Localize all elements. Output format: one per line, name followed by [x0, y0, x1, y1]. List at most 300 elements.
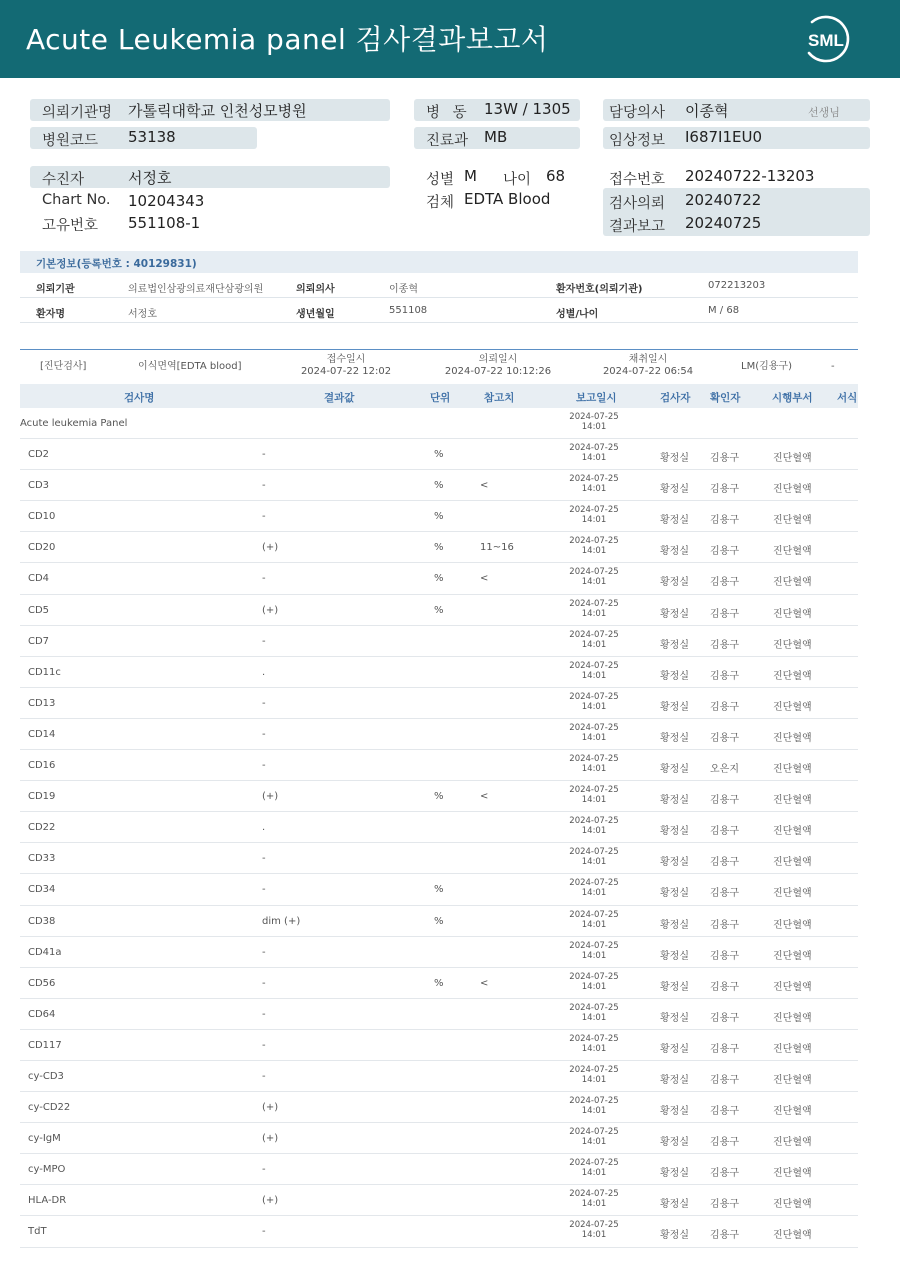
results-table-body — [20, 408, 858, 1248]
test-report-clock: 14:01 — [581, 1012, 607, 1023]
table-row — [20, 688, 858, 719]
unique-label: 고유번호 — [42, 218, 99, 234]
test-unit: % — [434, 573, 444, 585]
test-confirmer: 김용구 — [710, 888, 739, 900]
diag-type: [진단검사] — [40, 361, 87, 372]
test-dept: 진단혈액 — [773, 701, 812, 713]
test-report-clock: 14:01 — [581, 981, 607, 992]
test-name: HLA-DR — [28, 1195, 67, 1207]
test-confirmer: 김용구 — [710, 670, 739, 682]
test-report-time — [565, 1189, 623, 1209]
institution-value: 가톨릭대학교 인천성모병원 — [128, 102, 307, 120]
test-dept: 진단혈액 — [773, 1106, 812, 1118]
age-value: 68 — [546, 167, 566, 185]
test-reference: 11~16 — [480, 542, 514, 554]
test-dept: 진단혈액 — [773, 577, 812, 589]
test-report-time — [565, 1003, 623, 1023]
test-result: - — [262, 480, 266, 492]
test-dept: 진단혈액 — [773, 1137, 812, 1149]
test-report-time — [565, 412, 623, 432]
test-dept: 진단혈액 — [773, 453, 812, 465]
basic-key: 의뢰의사 — [296, 284, 335, 295]
test-name: CD3 — [28, 480, 50, 492]
test-name: CD14 — [28, 728, 56, 740]
test-name: CD34 — [28, 884, 56, 896]
test-dept: 진단혈액 — [773, 764, 812, 776]
test-confirmer: 김용구 — [710, 546, 739, 558]
test-report-clock: 14:01 — [581, 515, 607, 526]
test-tester: 황정실 — [660, 795, 689, 807]
test-result: dim (+) — [262, 915, 301, 927]
test-tester: 황정실 — [660, 577, 689, 589]
dept-label: 진료과 — [426, 133, 469, 149]
test-report-date: 2024-07-25 — [569, 1158, 619, 1169]
test-confirmer: 김용구 — [710, 919, 739, 931]
diag-dash: - — [831, 361, 835, 372]
test-report-time — [565, 505, 623, 525]
test-name: CD41a — [28, 946, 62, 958]
test-report-date: 2024-07-25 — [569, 567, 619, 578]
test-tester: 황정실 — [660, 857, 689, 869]
test-result: - — [262, 635, 266, 647]
clinical-label: 임상정보 — [609, 133, 666, 149]
test-tester: 황정실 — [660, 1230, 689, 1242]
test-dept: 진단혈액 — [773, 1043, 812, 1055]
doctor-suffix: 선생님 — [808, 106, 840, 119]
test-name: CD5 — [28, 604, 50, 616]
test-report-date: 2024-07-25 — [569, 660, 619, 671]
test-confirmer: 김용구 — [710, 608, 739, 620]
test-report-clock: 14:01 — [581, 1199, 607, 1210]
table-row — [20, 968, 858, 999]
test-name: CD4 — [28, 573, 50, 585]
test-report-time — [565, 1127, 623, 1147]
col-tester: 검사자 — [660, 392, 691, 404]
diag-received — [296, 354, 396, 378]
test-report-date: 2024-07-25 — [569, 1064, 619, 1075]
test-name: CD117 — [28, 1039, 62, 1051]
table-row — [20, 657, 858, 688]
test-name: CD16 — [28, 760, 56, 772]
diag-requested — [438, 354, 558, 378]
test-confirmer: 김용구 — [710, 1043, 739, 1055]
test-confirmer: 김용구 — [710, 1168, 739, 1180]
diag-collected-value: 2024-07-22 06:54 — [602, 366, 694, 377]
test-result: - — [262, 449, 266, 461]
chart-value: 10204343 — [128, 192, 205, 210]
test-tester: 황정실 — [660, 764, 689, 776]
test-unit: % — [434, 480, 444, 492]
test-result: - — [262, 1039, 266, 1051]
test-report-date: 2024-07-25 — [569, 505, 619, 516]
test-result: - — [262, 1226, 266, 1238]
test-dept: 진단혈액 — [773, 546, 812, 558]
test-result: - — [262, 573, 266, 585]
test-report-clock: 14:01 — [581, 577, 607, 588]
test-report-date: 2024-07-25 — [569, 878, 619, 889]
institution-label: 의뢰기관명 — [42, 105, 113, 121]
table-row — [20, 501, 858, 532]
test-name: CD20 — [28, 542, 56, 554]
test-dept: 진단혈액 — [773, 950, 812, 962]
test-report-time — [565, 567, 623, 587]
test-unit: % — [434, 449, 444, 461]
test-tester: 황정실 — [660, 732, 689, 744]
test-report-clock: 14:01 — [581, 888, 607, 899]
test-result: . — [262, 822, 266, 834]
test-tester: 황정실 — [660, 1137, 689, 1149]
test-tester: 황정실 — [660, 670, 689, 682]
test-report-date: 2024-07-25 — [569, 1033, 619, 1044]
sex-value: M — [464, 167, 477, 185]
specimen-value: EDTA Blood — [464, 190, 551, 208]
basic-value: 이종혁 — [389, 284, 418, 295]
basic-key: 의뢰기관 — [36, 284, 75, 295]
test-report-time — [565, 1220, 623, 1240]
test-unit: % — [434, 915, 444, 927]
test-report-date: 2024-07-25 — [569, 847, 619, 858]
table-row — [20, 937, 858, 968]
test-dept: 진단혈액 — [773, 857, 812, 869]
test-report-clock: 14:01 — [581, 1106, 607, 1117]
test-dept: 진단혈액 — [773, 639, 812, 651]
test-result: (+) — [262, 791, 279, 803]
table-row — [20, 1030, 858, 1061]
test-report-clock: 14:01 — [581, 1137, 607, 1148]
table-row — [20, 470, 858, 501]
col-name: 검사명 — [124, 392, 155, 404]
test-name: cy-CD3 — [28, 1070, 64, 1082]
test-report-time — [565, 723, 623, 743]
test-name: CD64 — [28, 1008, 56, 1020]
test-report-time — [565, 754, 623, 774]
test-name: CD10 — [28, 511, 56, 523]
test-tester: 황정실 — [660, 484, 689, 496]
table-row — [20, 781, 858, 812]
test-report-time — [565, 474, 623, 494]
test-report-time — [565, 910, 623, 930]
test-name: CD22 — [28, 822, 56, 834]
test-confirmer: 김용구 — [710, 577, 739, 589]
test-confirmer: 김용구 — [710, 857, 739, 869]
test-dept: 진단혈액 — [773, 1199, 812, 1211]
table-row — [20, 439, 858, 470]
test-report-date: 2024-07-25 — [569, 443, 619, 454]
test-report-time — [565, 630, 623, 650]
test-name: CD7 — [28, 635, 50, 647]
test-report-clock: 14:01 — [581, 732, 607, 743]
test-name: cy-CD22 — [28, 1102, 71, 1114]
test-confirmer: 김용구 — [710, 981, 739, 993]
test-name: CD33 — [28, 853, 56, 865]
unique-value: 551108-1 — [128, 214, 201, 232]
report-title: Acute Leukemia panel 검사결과보고서 — [26, 23, 549, 56]
table-row — [20, 595, 858, 626]
test-report-time — [565, 1158, 623, 1178]
report-value: 20240725 — [685, 214, 762, 232]
test-report-clock: 14:01 — [581, 795, 607, 806]
diag-confirmer: LM(김용구) — [741, 361, 792, 372]
test-dept: 진단혈액 — [773, 1074, 812, 1086]
test-result: (+) — [262, 1102, 279, 1114]
test-report-time — [565, 1065, 623, 1085]
test-confirmer: 김용구 — [710, 1199, 739, 1211]
test-unit: % — [434, 604, 444, 616]
doctor-value: 이종혁 — [685, 102, 729, 120]
test-report-time — [565, 847, 623, 867]
diag-collected — [598, 354, 698, 378]
test-confirmer: 김용구 — [710, 639, 739, 651]
test-result: (+) — [262, 1195, 279, 1207]
test-unit: % — [434, 542, 444, 554]
table-row — [20, 719, 858, 750]
test-report-date: 2024-07-25 — [569, 940, 619, 951]
test-name: CD13 — [28, 697, 56, 709]
test-reference: < — [480, 480, 489, 492]
test-report-date: 2024-07-25 — [569, 785, 619, 796]
request-value: 20240722 — [685, 191, 762, 209]
patient-label: 수진자 — [42, 172, 85, 188]
test-name: cy-MPO — [28, 1164, 66, 1176]
test-tester: 황정실 — [660, 1168, 689, 1180]
hospital-code-value: 53138 — [128, 128, 176, 146]
test-dept: 진단혈액 — [773, 888, 812, 900]
test-report-date: 2024-07-25 — [569, 909, 619, 920]
test-unit: % — [434, 791, 444, 803]
test-dept: 진단혈액 — [773, 670, 812, 682]
test-result: - — [262, 977, 266, 989]
test-report-date: 2024-07-25 — [569, 722, 619, 733]
report-header — [0, 0, 900, 78]
col-dept: 시행부서 — [772, 392, 813, 404]
table-row — [20, 874, 858, 905]
test-dept: 진단혈액 — [773, 608, 812, 620]
diag-collected-label: 채취일시 — [628, 354, 668, 365]
table-group-row — [20, 408, 858, 439]
test-report-time — [565, 941, 623, 961]
test-confirmer: 오은지 — [710, 764, 739, 776]
table-row — [20, 1216, 858, 1247]
specimen-label: 검체 — [426, 195, 455, 211]
test-name: CD19 — [28, 791, 56, 803]
test-tester: 황정실 — [660, 919, 689, 931]
age-label: 나이 — [503, 172, 532, 188]
test-report-clock: 14:01 — [581, 701, 607, 712]
test-result: - — [262, 1070, 266, 1082]
test-tester: 황정실 — [660, 701, 689, 713]
test-tester: 황정실 — [660, 1074, 689, 1086]
test-name: Acute leukemia Panel — [20, 418, 128, 429]
basic-value: 서정호 — [128, 309, 157, 320]
diagnostic-summary — [20, 349, 858, 383]
test-report-time — [565, 878, 623, 898]
test-confirmer: 김용구 — [710, 950, 739, 962]
test-report-date: 2024-07-25 — [569, 754, 619, 765]
test-report-clock: 14:01 — [581, 919, 607, 930]
diag-received-value: 2024-07-22 12:02 — [300, 366, 392, 377]
test-report-date: 2024-07-25 — [569, 971, 619, 982]
test-dept: 진단혈액 — [773, 484, 812, 496]
test-name: CD38 — [28, 915, 56, 927]
chart-label: Chart No. — [42, 192, 111, 208]
test-tester: 황정실 — [660, 515, 689, 527]
basic-key: 성별/나이 — [556, 309, 599, 320]
test-report-time — [565, 816, 623, 836]
test-tester: 황정실 — [660, 453, 689, 465]
test-dept: 진단혈액 — [773, 981, 812, 993]
test-report-date: 2024-07-25 — [569, 536, 619, 547]
test-report-date: 2024-07-25 — [569, 1002, 619, 1013]
test-confirmer: 김용구 — [710, 732, 739, 744]
test-report-time — [565, 972, 623, 992]
test-reference: < — [480, 791, 489, 803]
test-reference: < — [480, 573, 489, 585]
test-report-clock: 14:01 — [581, 546, 607, 557]
test-report-time — [565, 536, 623, 556]
test-result: - — [262, 946, 266, 958]
col-report-time: 보고일시 — [576, 392, 617, 404]
test-confirmer: 김용구 — [710, 1012, 739, 1024]
test-result: - — [262, 511, 266, 523]
test-confirmer: 김용구 — [710, 453, 739, 465]
test-report-clock: 14:01 — [581, 670, 607, 681]
hospital-code-label: 병원코드 — [42, 133, 99, 149]
test-result: . — [262, 666, 266, 678]
test-report-clock: 14:01 — [581, 422, 607, 432]
diag-requested-value: 2024-07-22 10:12:26 — [444, 366, 552, 377]
test-result: (+) — [262, 1133, 279, 1145]
ward-label: 병 동 — [426, 105, 471, 121]
basic-info-table — [20, 251, 858, 323]
basic-key: 환자명 — [36, 309, 65, 320]
table-row — [20, 626, 858, 657]
test-report-clock: 14:01 — [581, 639, 607, 650]
basic-key: 환자번호(의뢰기관) — [556, 284, 643, 295]
test-tester: 황정실 — [660, 639, 689, 651]
basic-value: 551108 — [389, 305, 428, 316]
diag-method: 이식면역[EDTA blood] — [138, 361, 242, 372]
test-result: - — [262, 1008, 266, 1020]
test-report-clock: 14:01 — [581, 1168, 607, 1179]
test-tester: 황정실 — [660, 826, 689, 838]
test-report-clock: 14:01 — [581, 484, 607, 495]
test-dept: 진단혈액 — [773, 515, 812, 527]
test-confirmer: 김용구 — [710, 701, 739, 713]
test-dept: 진단혈액 — [773, 919, 812, 931]
table-row — [20, 1154, 858, 1185]
test-report-clock: 14:01 — [581, 826, 607, 837]
test-confirmer: 김용구 — [710, 1137, 739, 1149]
clinical-value: I687I1EU0 — [685, 128, 763, 146]
table-row — [20, 1092, 858, 1123]
basic-value: 072213203 — [708, 280, 766, 291]
report-label: 결과보고 — [609, 219, 666, 235]
test-report-clock: 14:01 — [581, 1230, 607, 1241]
ward-value: 13W / 1305 — [484, 100, 571, 118]
test-report-time — [565, 785, 623, 805]
test-report-date: 2024-07-25 — [569, 474, 619, 485]
test-report-date: 2024-07-25 — [569, 1220, 619, 1231]
table-row — [20, 750, 858, 781]
doctor-label: 담당의사 — [609, 105, 666, 121]
test-name: CD11c — [28, 666, 61, 678]
test-dept: 진단혈액 — [773, 732, 812, 744]
test-result: - — [262, 884, 266, 896]
test-unit: % — [434, 884, 444, 896]
test-confirmer: 김용구 — [710, 484, 739, 496]
test-confirmer: 김용구 — [710, 1106, 739, 1118]
test-tester: 황정실 — [660, 950, 689, 962]
table-row — [20, 532, 858, 563]
test-result: (+) — [262, 604, 279, 616]
table-row — [20, 812, 858, 843]
basic-key: 생년월일 — [296, 309, 335, 320]
patient-value: 서정호 — [128, 169, 172, 187]
test-result: - — [262, 1164, 266, 1176]
test-report-time — [565, 661, 623, 681]
test-report-date: 2024-07-25 — [569, 1189, 619, 1200]
test-name: TdT — [28, 1226, 47, 1238]
test-dept: 진단혈액 — [773, 1168, 812, 1180]
test-unit: % — [434, 511, 444, 523]
test-confirmer: 김용구 — [710, 515, 739, 527]
test-dept: 진단혈액 — [773, 795, 812, 807]
request-label: 검사의뢰 — [609, 196, 666, 212]
test-report-time — [565, 692, 623, 712]
test-report-time — [565, 1096, 623, 1116]
test-confirmer: 김용구 — [710, 1074, 739, 1086]
diag-received-label: 접수일시 — [326, 354, 366, 365]
dept-value: MB — [484, 128, 508, 146]
basic-info-row — [20, 298, 858, 323]
test-result: (+) — [262, 542, 279, 554]
basic-value: M / 68 — [708, 305, 740, 316]
test-result: - — [262, 697, 266, 709]
test-report-clock: 14:01 — [581, 453, 607, 464]
diag-requested-label: 의뢰일시 — [478, 354, 518, 365]
test-tester: 황정실 — [660, 981, 689, 993]
test-report-time — [565, 1034, 623, 1054]
table-row — [20, 1123, 858, 1154]
test-report-clock: 14:01 — [581, 950, 607, 961]
col-ref: 참고치 — [484, 392, 515, 404]
test-report-clock: 14:01 — [581, 764, 607, 775]
test-report-time — [565, 443, 623, 463]
basic-info-row — [20, 273, 858, 298]
table-row — [20, 1185, 858, 1216]
test-confirmer: 김용구 — [710, 795, 739, 807]
col-form: 서식 — [837, 392, 858, 404]
test-name: cy-IgM — [28, 1133, 61, 1145]
table-row — [20, 563, 858, 594]
test-reference: < — [480, 977, 489, 989]
test-report-date: 2024-07-25 — [569, 691, 619, 702]
test-report-clock: 14:01 — [581, 1043, 607, 1054]
test-tester: 황정실 — [660, 546, 689, 558]
test-result: - — [262, 760, 266, 772]
test-report-date: 2024-07-25 — [569, 1127, 619, 1138]
test-confirmer: 김용구 — [710, 826, 739, 838]
test-dept: 진단혈액 — [773, 1012, 812, 1024]
test-tester: 황정실 — [660, 888, 689, 900]
results-table-header — [20, 384, 858, 408]
table-row — [20, 1061, 858, 1092]
col-confirmer: 확인자 — [710, 392, 741, 404]
sex-label: 성별 — [426, 172, 455, 188]
test-tester: 황정실 — [660, 1199, 689, 1211]
col-result: 결과값 — [324, 392, 355, 404]
test-name: CD56 — [28, 977, 56, 989]
